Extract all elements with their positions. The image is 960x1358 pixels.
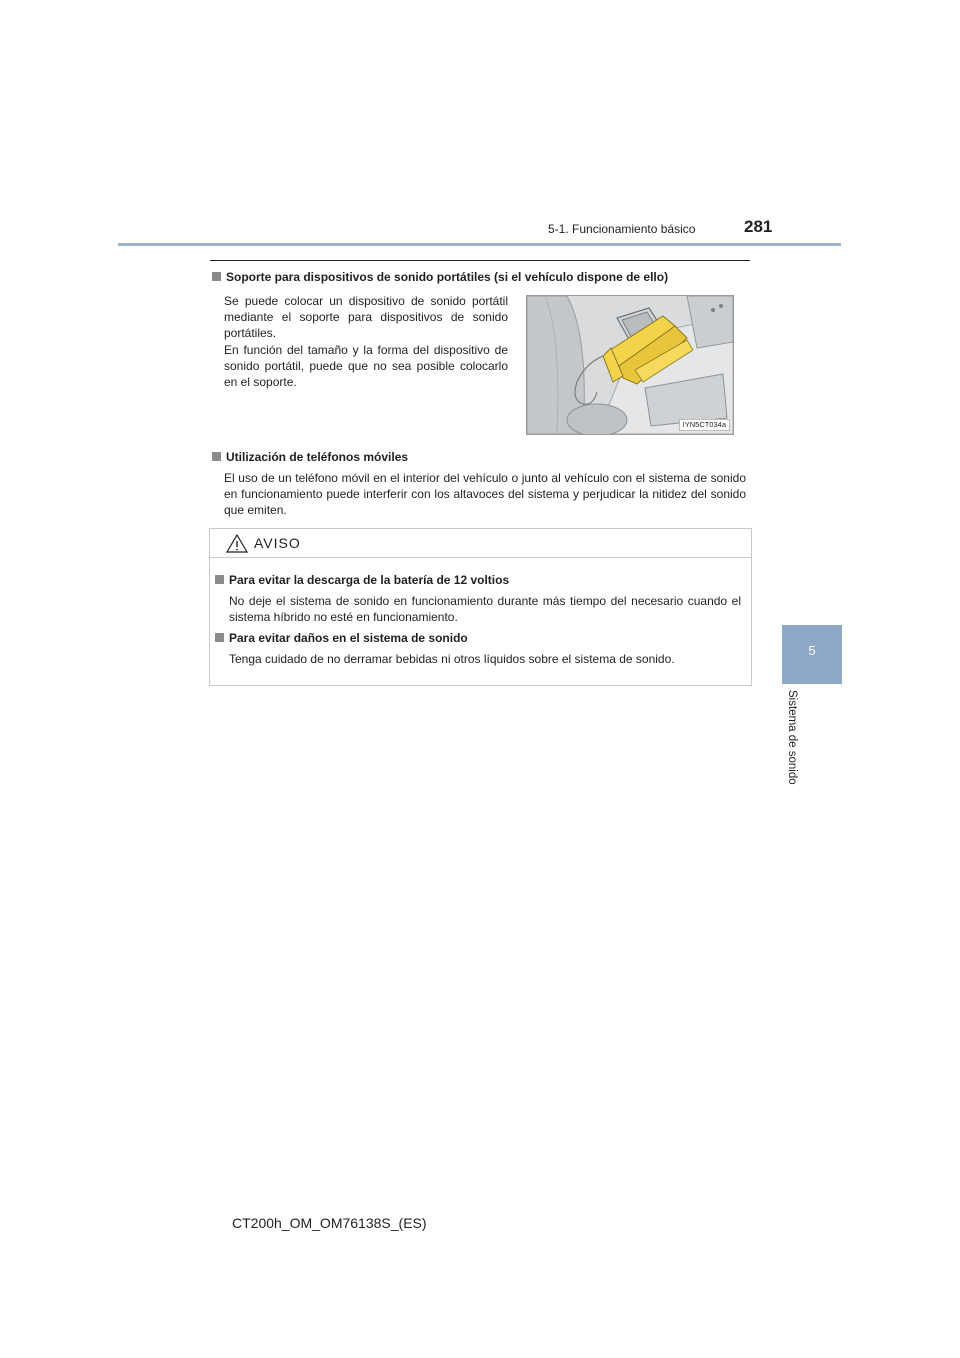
section-heading-text: Soporte para dispositivos de sonido portátiles (si el vehículo dispone de ello) <box>226 270 669 284</box>
phones-paragraph: El uso de un teléfono móvil en el interior del vehículo o junto al vehículo con el sistema de sonido en funcionamiento puede interferir con los altavoces del sistema y perjudicar la nitidez del sonido que emiten. <box>224 471 746 517</box>
section-heading-holder <box>212 270 668 284</box>
warning-item-heading-text: Para evitar la descarga de la batería de 12 voltios <box>229 573 510 587</box>
holder-paragraph-1: Se puede colocar un dispositivo de sonido portátil mediante el soporte para dispositivos de sonido portátiles. <box>224 294 508 340</box>
running-header-section: 5-1. Funcionamiento básico <box>548 222 696 236</box>
chapter-label <box>782 690 808 800</box>
warning-title: AVISO <box>254 535 301 551</box>
warning-triangle-icon <box>226 534 248 553</box>
bullet-square-icon <box>215 575 224 584</box>
portable-audio-holder-illustration <box>527 296 733 434</box>
warning-item-heading-text: Para evitar daños en el sistema de sonido <box>229 631 468 645</box>
section-heading-phones <box>212 450 408 464</box>
warning-header <box>210 529 751 558</box>
warning-item-heading <box>215 631 468 645</box>
chapter-label-text: Sistema de sonido <box>786 690 798 785</box>
bullet-square-icon <box>212 452 221 461</box>
chapter-tab <box>782 625 842 684</box>
figure-code: IYN5CT034a <box>679 419 730 431</box>
holder-illustration <box>526 295 734 435</box>
header-rule <box>118 243 841 246</box>
document-code: CT200h_OM_OM76138S_(ES) <box>232 1215 427 1231</box>
warning-item-heading <box>215 573 509 587</box>
page-number: 281 <box>744 217 773 236</box>
warning-item-text: Tenga cuidado de no derramar bebidas ni otros líquidos sobre el sistema de sonido. <box>229 652 675 666</box>
bullet-square-icon <box>215 633 224 642</box>
content-rule <box>210 260 750 261</box>
section-heading-text: Utilización de teléfonos móviles <box>226 450 409 464</box>
warning-item-text: No deje el sistema de sonido en funcionamiento durante más tiempo del necesario cuando el sistema híbrido no esté en funcionamiento. <box>229 594 741 624</box>
warning-box <box>209 528 752 686</box>
holder-paragraph-2: En función del tamaño y la forma del dispositivo de sonido portátil, puede que no sea posible colocarlo en el soporte. <box>224 343 508 389</box>
bullet-square-icon <box>212 272 221 281</box>
chapter-tab-number: 5 <box>808 643 816 658</box>
